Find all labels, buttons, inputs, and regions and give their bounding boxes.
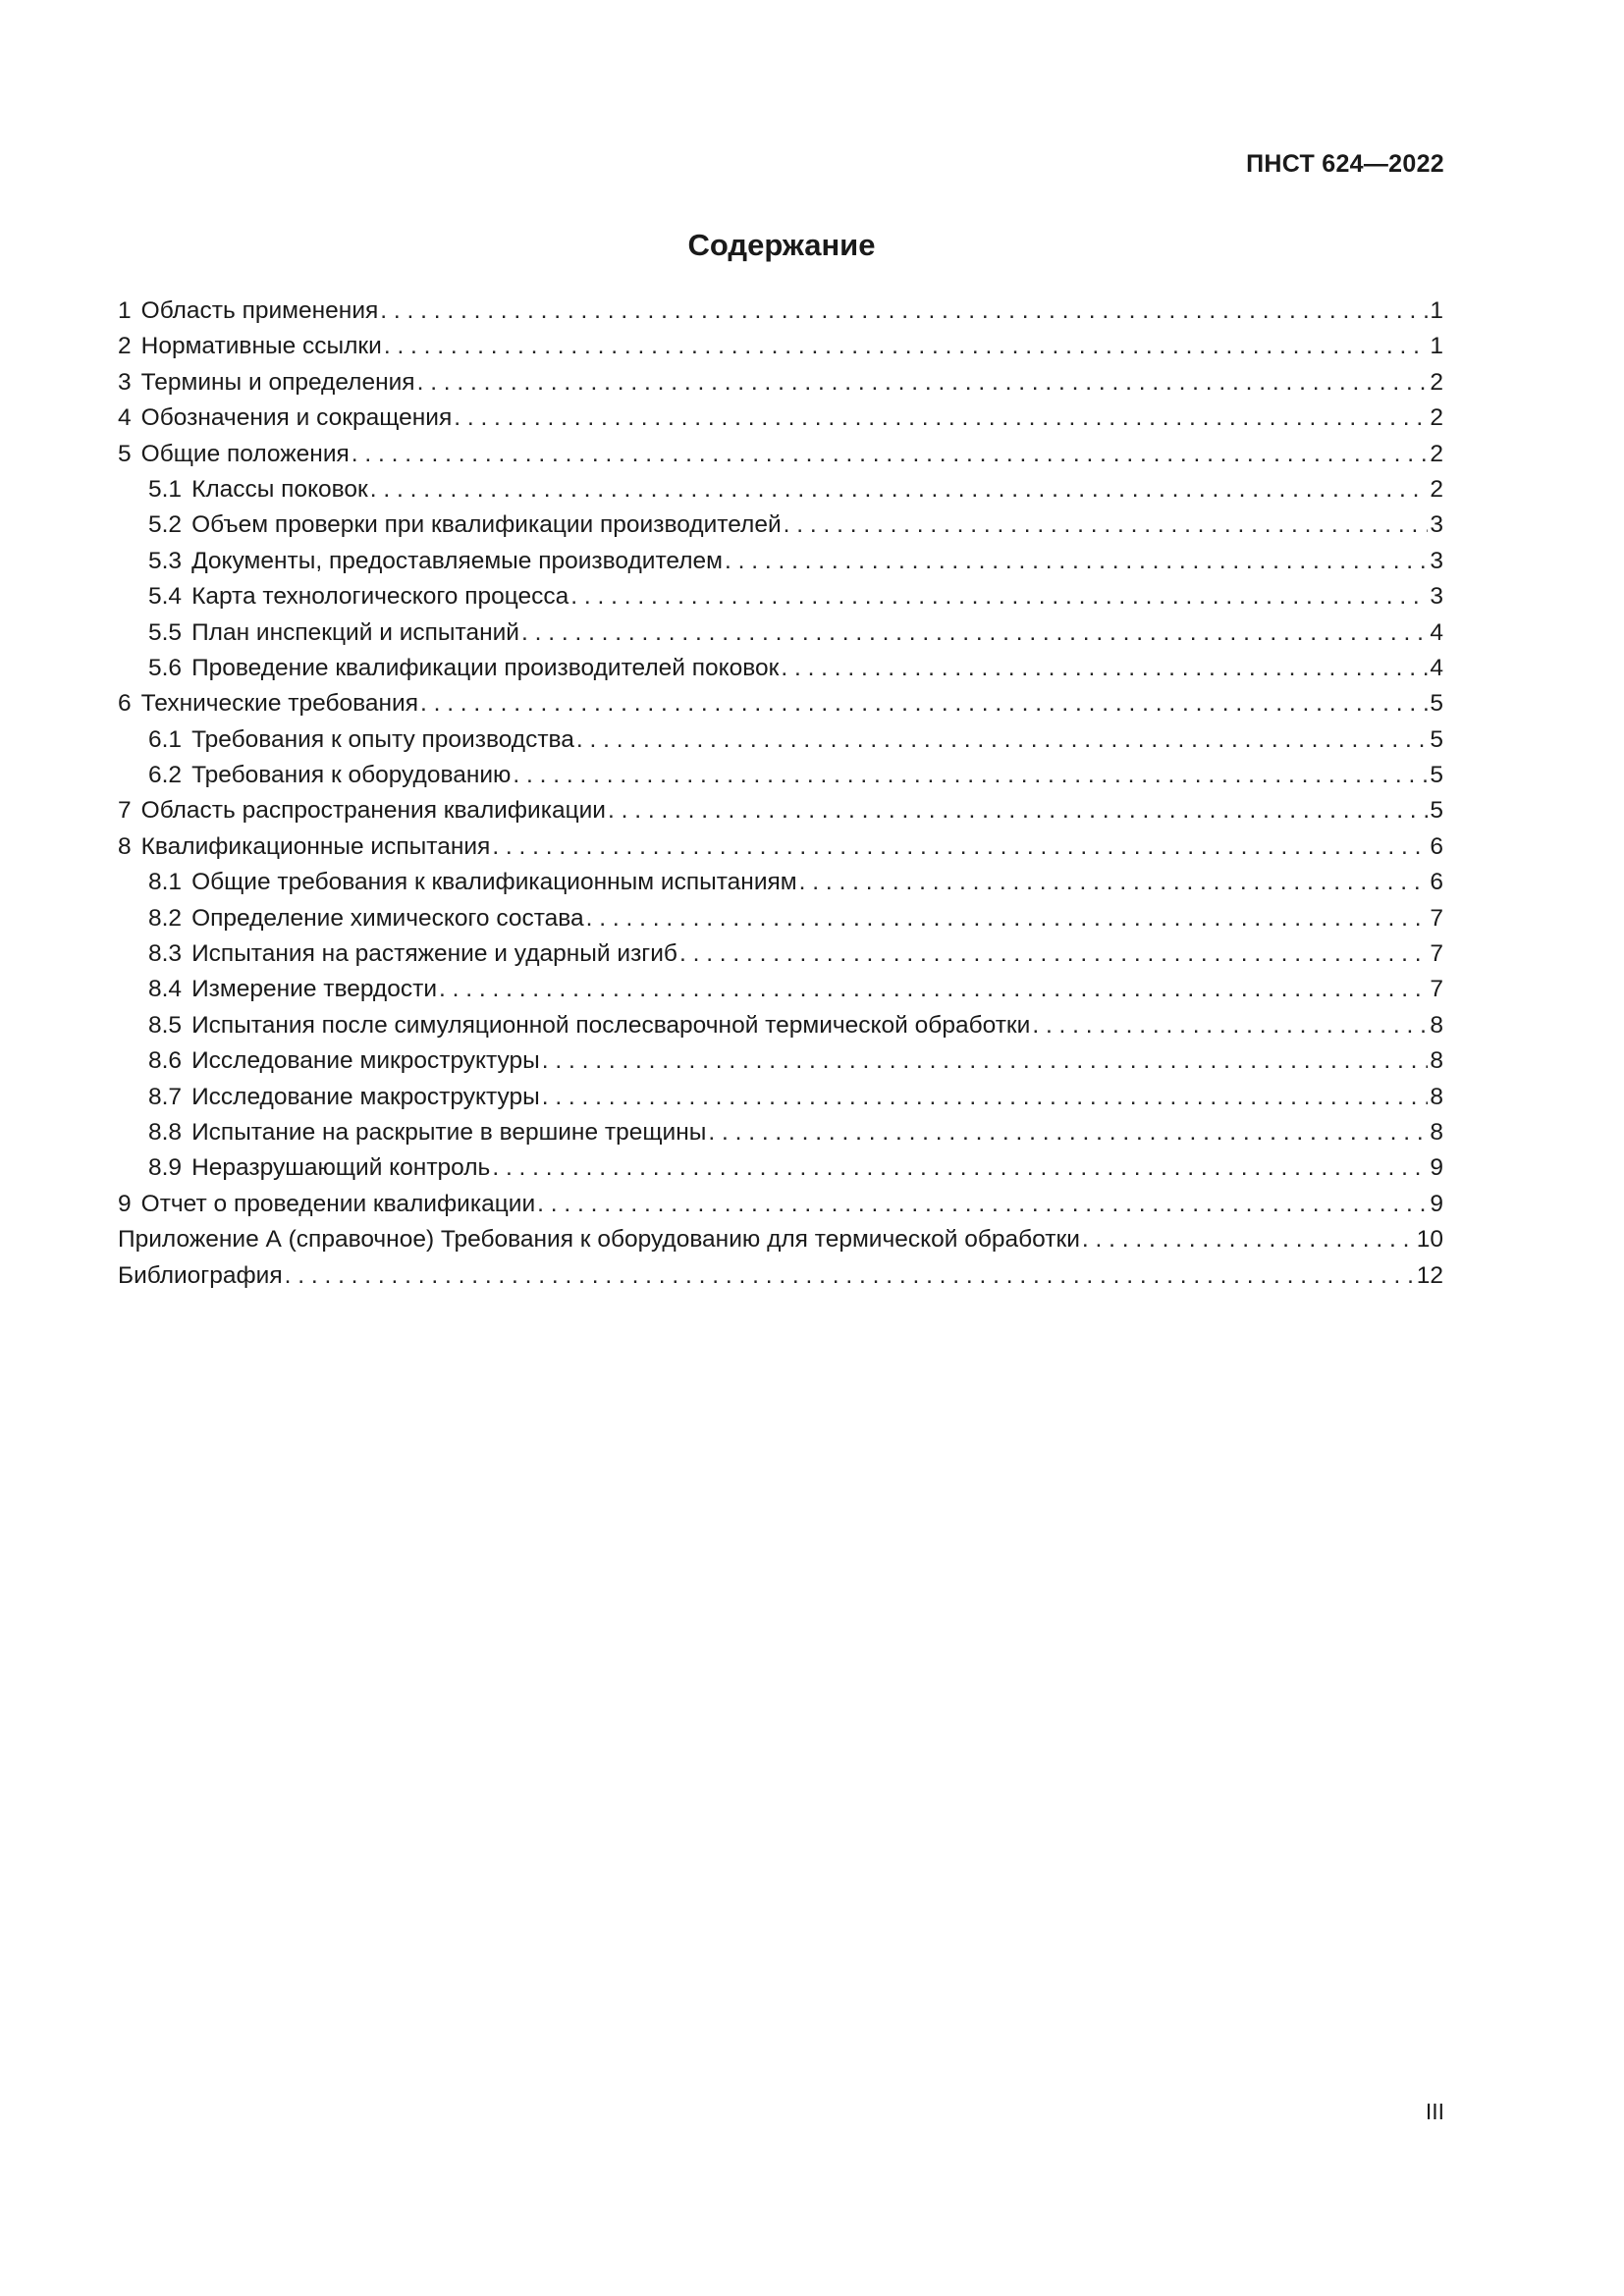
toc-dot-leader: [521, 615, 1428, 651]
table-of-contents: [118, 294, 1443, 1294]
toc-dot-leader: [542, 1043, 1429, 1079]
toc-entry-number: 8.5: [148, 1011, 183, 1039]
toc-entry-label: Обозначения и сокращения: [140, 404, 453, 432]
toc-entry-number: 5.1: [148, 475, 183, 503]
toc-entry[interactable]: [118, 972, 1443, 1007]
toc-entry-page: 7: [1430, 940, 1443, 968]
toc-entry-page: 2: [1430, 440, 1443, 467]
toc-entry-number: 8.6: [148, 1047, 183, 1075]
toc-entry-page: 1: [1430, 297, 1443, 324]
toc-entry[interactable]: [118, 865, 1443, 900]
toc-entry[interactable]: [118, 294, 1443, 329]
toc-dot-leader: [420, 686, 1428, 721]
toc-dot-leader: [542, 1080, 1429, 1115]
toc-entry[interactable]: [118, 365, 1443, 400]
toc-entry-number: 8.2: [148, 904, 183, 932]
toc-entry-number: 8: [118, 832, 132, 860]
toc-entry-number: 8.8: [148, 1118, 183, 1146]
toc-entry[interactable]: [118, 793, 1443, 828]
toc-entry-number: 8.9: [148, 1154, 183, 1182]
toc-entry-label: План инспекций и испытаний: [191, 618, 519, 646]
toc-entry-label: Документы, предоставляемые производителем: [191, 547, 723, 574]
toc-entry-page: 5: [1430, 690, 1443, 718]
toc-entry-number: 6.2: [148, 762, 183, 789]
toc-entry[interactable]: [118, 1258, 1443, 1294]
toc-entry-label: Карта технологического процесса: [191, 583, 569, 611]
toc-entry-number: 3: [118, 368, 132, 396]
toc-entry-label: Испытание на раскрытие в вершине трещины: [191, 1118, 707, 1146]
toc-entry-number: 9: [118, 1190, 132, 1217]
toc-entry-label: Общие требования к квалификационным испытаниям: [191, 869, 797, 896]
toc-entry-number: 7: [118, 797, 132, 825]
toc-entry-page: 4: [1430, 618, 1443, 646]
toc-entry-number: 5.4: [148, 583, 183, 611]
toc-entry[interactable]: [118, 686, 1443, 721]
toc-entry-label: Отчет о проведении квалификации: [140, 1190, 536, 1217]
toc-entry-label: Область распространения квалификации: [140, 797, 606, 825]
toc-dot-leader: [417, 365, 1429, 400]
toc-entry-number: 8.4: [148, 976, 183, 1003]
toc-dot-leader: [492, 829, 1428, 865]
toc-entry-label: Неразрушающий контроль: [191, 1154, 491, 1182]
toc-entry-page: 8: [1430, 1118, 1443, 1146]
toc-entry-number: 5.6: [148, 654, 183, 681]
toc-entry-label: Требования к опыту производства: [191, 725, 574, 753]
toc-entry-page: 2: [1430, 475, 1443, 503]
toc-entry-number: 8.1: [148, 869, 183, 896]
toc-entry[interactable]: [118, 829, 1443, 865]
toc-dot-leader: [576, 722, 1428, 758]
toc-dot-leader: [586, 901, 1429, 936]
toc-entry[interactable]: [118, 544, 1443, 579]
toc-entry-label: Приложение А (справочное) Требования к оборудованию для термической обработки: [118, 1226, 1080, 1254]
toc-entry-label: Библиография: [118, 1261, 283, 1289]
toc-entry-page: 3: [1430, 547, 1443, 574]
toc-entry-label: Технические требования: [140, 690, 418, 718]
toc-entry-label: Проведение квалификации производителей поковок: [191, 654, 780, 681]
toc-entry-number: 2: [118, 333, 132, 360]
toc-dot-leader: [352, 437, 1429, 472]
toc-dot-leader: [454, 400, 1428, 436]
toc-entry[interactable]: [118, 901, 1443, 936]
toc-dot-leader: [679, 936, 1428, 972]
toc-entry-label: Нормативные ссылки: [140, 333, 382, 360]
toc-dot-leader: [608, 793, 1428, 828]
toc-entry[interactable]: [118, 437, 1443, 472]
toc-entry-number: 6.1: [148, 725, 183, 753]
toc-dot-leader: [380, 294, 1428, 329]
toc-entry-number: 5.5: [148, 618, 183, 646]
toc-entry-page: 5: [1430, 797, 1443, 825]
toc-entry-label: Общие положения: [140, 440, 350, 467]
toc-entry-page: 3: [1430, 511, 1443, 539]
toc-entry-page: 8: [1430, 1083, 1443, 1110]
toc-entry-page: 1: [1430, 333, 1443, 360]
toc-entry-page: 4: [1430, 654, 1443, 681]
toc-entry-page: 9: [1430, 1154, 1443, 1182]
toc-dot-leader: [285, 1258, 1415, 1294]
toc-entry-page: 9: [1430, 1190, 1443, 1217]
toc-dot-leader: [492, 1150, 1428, 1186]
toc-entry-number: 1: [118, 297, 132, 324]
toc-entry[interactable]: [118, 1043, 1443, 1079]
toc-dot-leader: [570, 579, 1428, 614]
toc-entry-page: 5: [1430, 762, 1443, 789]
toc-entry-label: Определение химического состава: [191, 904, 584, 932]
toc-entry-page: 2: [1430, 368, 1443, 396]
toc-entry[interactable]: [118, 651, 1443, 686]
toc-dot-leader: [537, 1187, 1428, 1222]
toc-entry-page: 6: [1430, 832, 1443, 860]
document-code: ПНСТ 624—2022: [1246, 150, 1444, 178]
toc-entry-number: 8.3: [148, 940, 183, 968]
toc-dot-leader: [781, 651, 1428, 686]
toc-entry[interactable]: [118, 1008, 1443, 1043]
toc-entry-page: 12: [1416, 1261, 1443, 1289]
toc-entry[interactable]: [118, 329, 1443, 364]
toc-dot-leader: [370, 472, 1429, 507]
toc-entry-label: Термины и определения: [140, 368, 415, 396]
toc-entry[interactable]: [118, 1080, 1443, 1115]
toc-entry-label: Квалификационные испытания: [140, 832, 491, 860]
toc-entry-label: Исследование микроструктуры: [191, 1047, 540, 1075]
toc-dot-leader: [513, 758, 1428, 793]
toc-entry-label: Испытания после симуляционной послесварочной термической обработки: [191, 1011, 1031, 1039]
toc-entry-number: 6: [118, 690, 132, 718]
toc-dot-leader: [1032, 1008, 1428, 1043]
toc-entry-page: 8: [1430, 1011, 1443, 1039]
toc-entry[interactable]: [118, 758, 1443, 793]
toc-entry-label: Измерение твердости: [191, 976, 438, 1003]
toc-entry-page: 2: [1430, 404, 1443, 432]
toc-entry-label: Объем проверки при квалификации производителей: [191, 511, 782, 539]
toc-title: Содержание: [687, 228, 876, 262]
toc-entry-number: 4: [118, 404, 132, 432]
toc-entry[interactable]: [118, 1115, 1443, 1150]
toc-entry[interactable]: [118, 472, 1443, 507]
toc-dot-leader: [384, 329, 1429, 364]
toc-dot-leader: [784, 507, 1429, 543]
toc-entry[interactable]: [118, 579, 1443, 614]
toc-entry[interactable]: [118, 1150, 1443, 1186]
toc-entry-number: 5: [118, 440, 132, 467]
toc-entry-page: 3: [1430, 583, 1443, 611]
toc-entry-page: 10: [1416, 1226, 1443, 1254]
toc-dot-leader: [439, 972, 1428, 1007]
page-number: III: [1425, 2099, 1444, 2124]
toc-entry-number: 5.2: [148, 511, 183, 539]
toc-entry-number: 8.7: [148, 1083, 183, 1110]
toc-entry-number: 5.3: [148, 547, 183, 574]
toc-entry-label: Испытания на растяжение и ударный изгиб: [191, 940, 677, 968]
toc-entry[interactable]: [118, 722, 1443, 758]
toc-entry-label: Классы поковок: [191, 475, 368, 503]
toc-entry[interactable]: [118, 400, 1443, 436]
toc-dot-leader: [708, 1115, 1428, 1150]
toc-entry-page: 5: [1430, 725, 1443, 753]
toc-entry-page: 7: [1430, 976, 1443, 1003]
toc-dot-leader: [1082, 1222, 1415, 1257]
toc-entry[interactable]: [118, 1187, 1443, 1222]
toc-dot-leader: [799, 865, 1429, 900]
toc-entry-label: Область применения: [140, 297, 379, 324]
toc-entry[interactable]: [118, 507, 1443, 543]
toc-entry-page: 8: [1430, 1047, 1443, 1075]
toc-entry[interactable]: [118, 1222, 1443, 1257]
toc-entry[interactable]: [118, 936, 1443, 972]
toc-dot-leader: [725, 544, 1428, 579]
toc-entry-page: 7: [1430, 904, 1443, 932]
toc-entry-label: Требования к оборудованию: [191, 762, 512, 789]
toc-entry-page: 6: [1430, 869, 1443, 896]
toc-entry-label: Исследование макроструктуры: [191, 1083, 540, 1110]
toc-entry[interactable]: [118, 615, 1443, 651]
